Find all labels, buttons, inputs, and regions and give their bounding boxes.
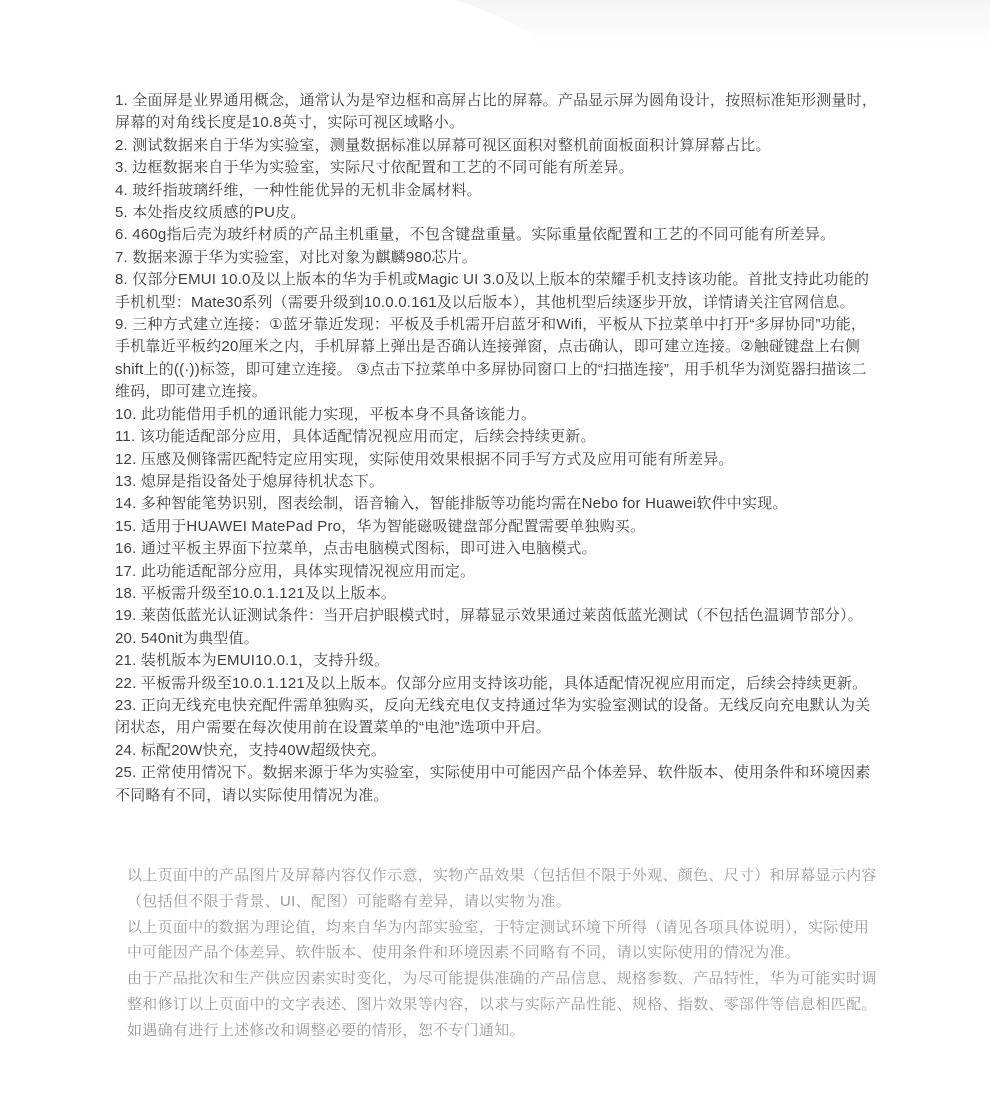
footnote-item: 9. 三种方式建立连接：①蓝牙靠近发现：平板及手机需开启蓝牙和Wifi，平板从下拉菜单中打开“多屏协同”功能，手机靠近平板约20厘米之内，手机屏幕上弹出是否确认连接弹窗，点击确认，即可建立连接。②触碰键盘上右侧shift上的((·))标签，即可建立连接。 ③点击下拉菜单中多屏协同窗口上的“扫描连接”，用手机华为浏览器扫描该二维码，即可建立连接。 xyxy=(115,316,867,401)
footnote-item: 10. 此功能借用手机的通讯能力实现，平板本身不具备该能力。 xyxy=(115,405,537,423)
footnote-item: 8. 仅部分EMUI 10.0及以上版本的华为手机或Magic UI 3.0及以上版本的荣耀手机支持该功能。首批支持此功能的手机机型：Mate30系列（需要升级到10.0.0.161及以后版本），其他机型后续逐步开放，详情请关注官网信息。 xyxy=(115,271,870,311)
footnote-item: 25. 正常使用情况下。数据来源于华为实验室，实际使用中可能因产品个体差异、软件版本、使用条件和环境因素不同略有不同，请以实际使用情况为准。 xyxy=(115,764,871,804)
footnote-item: 6. 460g指后壳为玻纤材质的产品主机重量，不包含键盘重量。实际重量依配置和工艺的不同可能有所差异。 xyxy=(115,226,836,244)
disclaimer-paragraph: 如遇确有进行上述修改和调整必要的情形，恕不专门通知。 xyxy=(127,1021,525,1039)
footnote-item: 19. 莱茵低蓝光认证测试条件：当开启护眼模式时，屏幕显示效果通过莱茵低蓝光测试（不包括色温调节部分）。 xyxy=(115,607,863,625)
footnote-item: 20. 540nit为典型值。 xyxy=(115,629,259,647)
footnote-item: 21. 装机版本为EMUI10.0.1，支持升级。 xyxy=(115,652,390,670)
footnote-item: 4. 玻纤指玻璃纤维，一种性能优异的无机非金属材料。 xyxy=(115,181,482,199)
footnote-item: 11. 该功能适配部分应用，具体适配情况视应用而定，后续会持续更新。 xyxy=(115,428,596,446)
disclaimer-block xyxy=(115,863,878,1044)
footnote-item: 14. 多种智能笔势识别，图表绘制，语音输入，智能排版等功能均需在Nebo for Huawei软件中实现。 xyxy=(115,495,788,513)
disclaimer-paragraph: 以上页面中的数据为理论值，均来自华为内部实验室，于特定测试环境下所得（请见各项具体说明），实际使用中可能因产品个体差异、软件版本、使用条件和环境因素不同略有不同，请以实际使用的情况为准。 xyxy=(127,918,870,962)
footnote-item: 23. 正向无线充电快充配件需单独购买，反向无线充电仅支持通过华为实验室测试的设备。无线反向充电默认为关闭状态，用户需要在每次使用前在设置菜单的“电池”选项中开启。 xyxy=(115,696,871,737)
footnote-list xyxy=(115,90,878,807)
disclaimer-paragraph: 由于产品批次和生产供应因素实时变化，为尽可能提供准确的产品信息、规格参数、产品特性，华为可能实时调整和修订以上页面中的文字表述、图片效果等内容，以求与实际产品性能、规格、指数、零部件等信息相匹配。 xyxy=(127,970,877,1013)
footnote-item: 7. 数据来源于华为实验室，对比对象为麒麟980芯片。 xyxy=(115,248,478,266)
footnote-item: 12. 压感及侧锋需匹配特定应用实现，实际使用效果根据不同手写方式及应用可能有所差异。 xyxy=(115,450,734,468)
disclaimer-paragraph: 以上页面中的产品图片及屏幕内容仅作示意，实物产品效果（包括但不限于外观、颜色、尺寸）和屏幕显示内容（包括但不限于背景、UI、配图）可能略有差异，请以实物为准。 xyxy=(127,867,877,910)
footnote-item: 17. 此功能适配部分应用，具体实现情况视应用而定。 xyxy=(115,562,476,580)
footnote-item: 15. 适用于HUAWEI MatePad Pro，华为智能磁吸键盘部分配置需要单独购买。 xyxy=(115,517,646,535)
footnote-item: 3. 边框数据来自于华为实验室，实际尺寸依配置和工艺的不同可能有所差异。 xyxy=(115,159,634,177)
footnote-item: 18. 平板需升级至10.0.1.121及以上版本。 xyxy=(115,584,397,602)
footnote-item: 5. 本处指皮纹质感的PU皮。 xyxy=(115,204,306,222)
footnote-item: 22. 平板需升级至10.0.1.121及以上版本。仅部分应用支持该功能，具体适配情况视应用而定，后续会持续更新。 xyxy=(115,674,868,692)
footnote-item: 1. 全面屏是业界通用概念，通常认为是窄边框和高屏占比的屏幕。产品显示屏为圆角设计，按照标准矩形测量时，屏幕的对角线长度是10.8英寸，实际可视区域略小。 xyxy=(115,92,878,132)
footnote-item: 24. 标配20W快充，支持40W超级快充。 xyxy=(115,741,387,759)
footnote-item: 13. 熄屏是指设备处于熄屏待机状态下。 xyxy=(115,472,385,490)
footnote-item: 16. 通过平板主界面下拉菜单，点击电脑模式图标，即可进入电脑模式。 xyxy=(115,540,597,558)
footnote-item: 2. 测试数据来自于华为实验室，测量数据标准以屏幕可视区面积对整机前面板面积计算屏幕占比。 xyxy=(115,136,771,154)
